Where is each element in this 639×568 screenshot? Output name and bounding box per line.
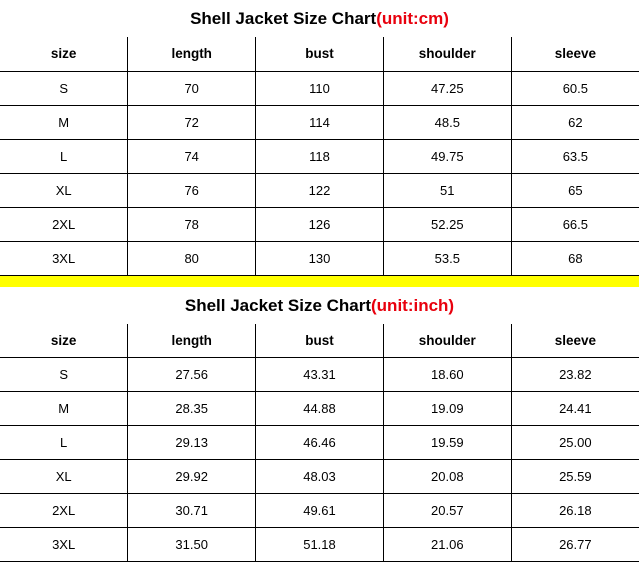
cell-length: 31.50 [128,528,256,562]
table-row [0,392,639,426]
size-chart-cm [0,0,639,276]
cell-sleeve: 65 [511,173,639,207]
cell-shoulder: 21.06 [383,528,511,562]
cell-shoulder: 20.57 [383,494,511,528]
cell-size: 2XL [0,207,128,241]
cell-size: XL [0,173,128,207]
column-header-sleeve: sleeve [511,324,639,358]
cell-shoulder: 20.08 [383,460,511,494]
cell-bust: 49.61 [256,494,384,528]
cell-bust: 114 [256,105,384,139]
size-chart-inch [0,287,639,563]
cell-size: M [0,105,128,139]
cell-length: 70 [128,71,256,105]
cell-sleeve: 68 [511,241,639,275]
cell-bust: 126 [256,207,384,241]
cell-size: 3XL [0,241,128,275]
size-table-cm [0,37,639,276]
table-row [0,173,639,207]
table-row [0,358,639,392]
table-row [0,71,639,105]
column-header-size: size [0,37,128,71]
cell-length: 74 [128,139,256,173]
cell-shoulder: 52.25 [383,207,511,241]
cell-length: 27.56 [128,358,256,392]
column-header-bust: bust [256,37,384,71]
cell-bust: 51.18 [256,528,384,562]
chart-title-cm-main: Shell Jacket Size Chart [190,9,377,28]
cell-shoulder: 48.5 [383,105,511,139]
table-row [0,494,639,528]
column-header-length: length [128,37,256,71]
cell-size: 2XL [0,494,128,528]
chart-title-cm-unit: (unit:cm) [376,9,449,28]
chart-title-inch [0,287,639,324]
cell-sleeve: 62 [511,105,639,139]
cell-length: 28.35 [128,392,256,426]
column-header-shoulder: shoulder [383,37,511,71]
cell-shoulder: 47.25 [383,71,511,105]
cell-sleeve: 26.18 [511,494,639,528]
cell-shoulder: 19.59 [383,426,511,460]
cell-bust: 122 [256,173,384,207]
cell-size: S [0,71,128,105]
table-header-row [0,37,639,71]
cell-size: M [0,392,128,426]
chart-title-inch-unit: (unit:inch) [371,295,455,315]
cell-bust: 46.46 [256,426,384,460]
table-row [0,460,639,494]
cell-size: S [0,358,128,392]
column-header-bust: bust [256,324,384,358]
table-row [0,528,639,562]
cell-length: 80 [128,241,256,275]
cell-sleeve: 25.00 [511,426,639,460]
cell-shoulder: 53.5 [383,241,511,275]
bottom-padding [0,562,639,568]
cell-bust: 48.03 [256,460,384,494]
table-row [0,207,639,241]
cell-size: L [0,426,128,460]
cell-size: 3XL [0,528,128,562]
column-header-sleeve: sleeve [511,37,639,71]
cell-size: XL [0,460,128,494]
column-header-shoulder: shoulder [383,324,511,358]
yellow-divider [0,276,639,287]
cell-sleeve: 23.82 [511,358,639,392]
cell-sleeve: 25.59 [511,460,639,494]
chart-title-cm [0,0,639,37]
cell-shoulder: 49.75 [383,139,511,173]
table-row [0,105,639,139]
cell-length: 29.13 [128,426,256,460]
column-header-size: size [0,324,128,358]
cell-shoulder: 51 [383,173,511,207]
table-header-row [0,324,639,358]
cell-length: 30.71 [128,494,256,528]
cell-bust: 130 [256,241,384,275]
cell-length: 29.92 [128,460,256,494]
cell-sleeve: 60.5 [511,71,639,105]
size-table-inch [0,324,639,563]
cell-sleeve: 63.5 [511,139,639,173]
cell-bust: 118 [256,139,384,173]
table-row [0,241,639,275]
chart-title-inch-main: Shell Jacket Size Chart [184,295,372,315]
cell-bust: 110 [256,71,384,105]
table-row [0,426,639,460]
cell-sleeve: 24.41 [511,392,639,426]
cell-length: 76 [128,173,256,207]
cell-bust: 44.88 [256,392,384,426]
cell-sleeve: 66.5 [511,207,639,241]
cell-size: L [0,139,128,173]
cell-shoulder: 18.60 [383,358,511,392]
cell-shoulder: 19.09 [383,392,511,426]
cell-length: 72 [128,105,256,139]
cell-sleeve: 26.77 [511,528,639,562]
cell-length: 78 [128,207,256,241]
table-row [0,139,639,173]
cell-bust: 43.31 [256,358,384,392]
column-header-length: length [128,324,256,358]
